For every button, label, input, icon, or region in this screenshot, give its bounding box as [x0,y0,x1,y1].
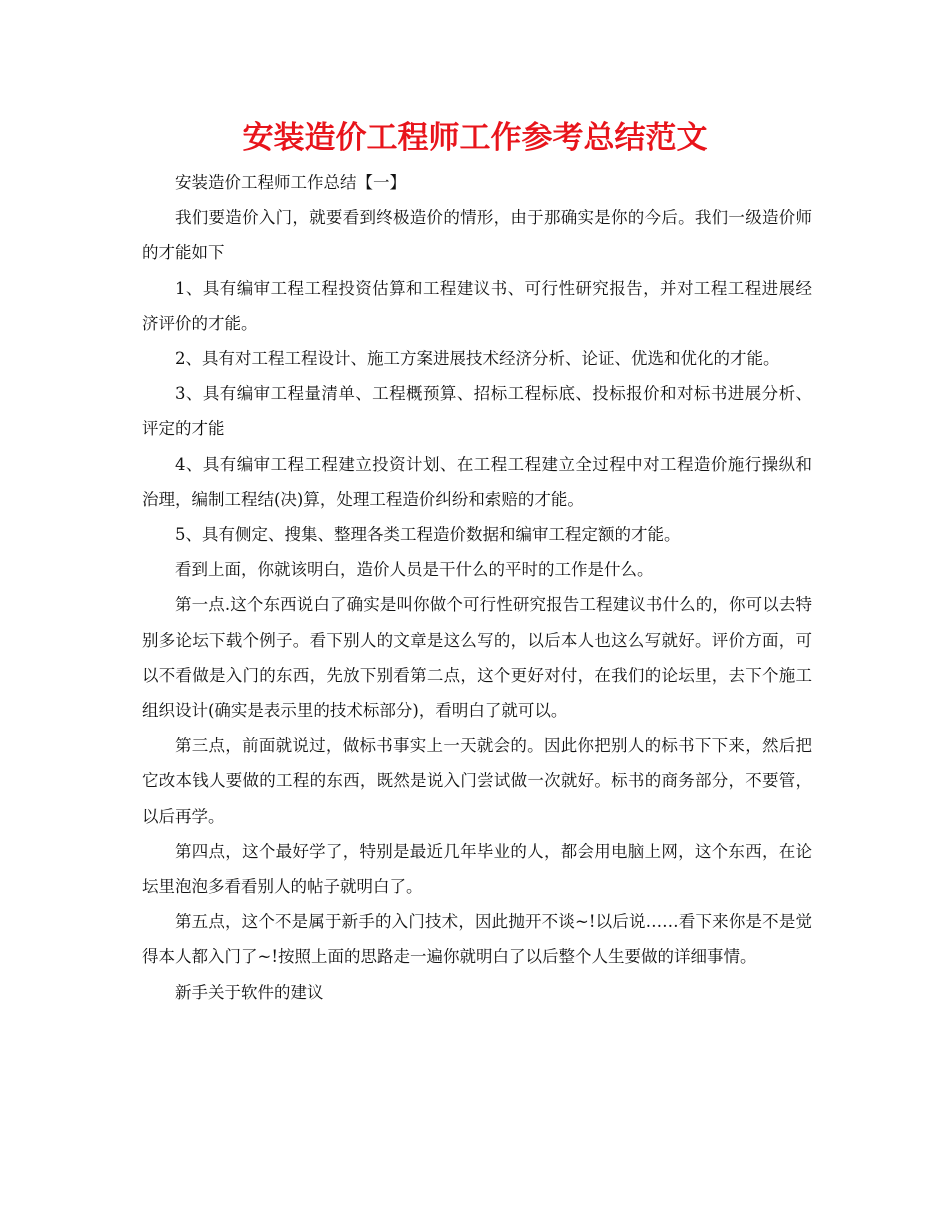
subtitle-paragraph: 安装造价工程师工作总结【一】 [175,173,406,192]
body-paragraph: 2、具有对工程工程设计、施工方案进展技术经济分析、论证、优选和优化的才能。 [175,349,780,369]
body-paragraph: 第四点，这个最好学了，特别是最近几年毕业的人，都会用电脑上网，这个东西，在论坛里泡泡多看看别人的帖子就明白了。 [142,841,812,897]
body-paragraph: 第三点，前面就说过，做标书事实上一天就会的。因此你把别人的标书下下来，然后把它改本钱人要做的工程的东西，既然是说入门尝试做一次就好。标书的商务部分，不要管，以后再学。 [142,736,812,826]
document-title: 安装造价工程师工作参考总结范文 [242,120,708,156]
body-paragraph: 我们要造价入门，就要看到终极造价的情形，由于那确实是你的今后。我们一级造价师的才能如下 [142,208,812,263]
body-paragraph: 第一点.这个东西说白了确实是叫你做个可行性研究报告工程建议书什么的，你可以去特别多论坛下载个例子。看下别人的文章是这么写的，以后本人也这么写就好。评价方面，可以不看做是入门的东西，先放下别看第二点，这个更好对付，在我们的论坛里，去下个施工组织设计(确实是表示里的技术标部分)，看明白了就可以。 [142,595,812,721]
body-paragraph: 5、具有侧定、搜集、整理各类工程造价数据和编审工程定额的才能。 [175,525,681,545]
document-body [142,165,812,1010]
body-paragraph: 看到上面，你就该明白，造价人员是干什么的平时的工作是什么。 [175,560,654,580]
section-heading: 新手关于软件的建议 [175,982,324,1002]
body-paragraph: 3、具有编审工程量清单、工程概预算、招标工程标底、投标报价和对标书进展分析、评定的才能 [142,384,812,439]
body-paragraph: 4、具有编审工程工程建立投资计划、在工程工程建立全过程中对工程造价施行操纵和治理，编制工程结(决)算，处理工程造价纠纷和索赔的才能。 [142,454,812,509]
body-paragraph: 1、具有编审工程工程投资估算和工程建议书、可行性研究报告，并对工程工程进展经济评价的才能。 [142,278,812,333]
body-paragraph: 第五点，这个不是属于新手的入门技术，因此抛开不谈~!以后说……看下来你是不是觉得本人都入门了~!按照上面的思路走一遍你就明白了以后整个人生要做的详细事情。 [142,912,812,967]
